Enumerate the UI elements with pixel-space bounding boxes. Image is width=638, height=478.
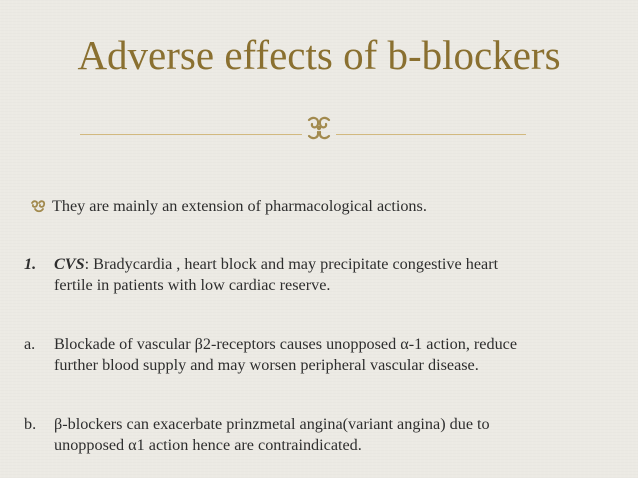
item-a-marker: a. xyxy=(24,335,36,353)
fleuron-bullet-icon xyxy=(30,199,48,213)
item-1-line-1 xyxy=(54,254,498,275)
item-1-term: CVS xyxy=(54,255,85,273)
item-1-text: : Bradycardia , heart block and may precipitate congestive heart xyxy=(84,255,499,273)
bullet-text: They are mainly an extension of pharmacological actions. xyxy=(52,197,427,215)
slide-title: Adverse effects of b-blockers xyxy=(77,32,561,78)
item-b-marker: b. xyxy=(24,415,37,433)
fleuron-ornament-icon xyxy=(305,114,333,142)
item-a-line-2: further blood supply and may worsen peripheral vascular disease. xyxy=(54,356,479,374)
title-divider-right xyxy=(336,134,526,135)
item-b-line-2: unopposed α1 action hence are contraindicated. xyxy=(54,436,362,454)
item-1-marker: 1. xyxy=(24,255,37,273)
item-1-line-2: fertile in patients with low cardiac reserve. xyxy=(54,276,331,294)
item-b-line-1: β-blockers can exacerbate prinzmetal angina(variant angina) due to xyxy=(54,415,490,433)
item-a-line-1: Blockade of vascular β2-receptors causes unopposed α-1 action, reduce xyxy=(54,335,518,353)
title-divider-left xyxy=(80,134,302,135)
